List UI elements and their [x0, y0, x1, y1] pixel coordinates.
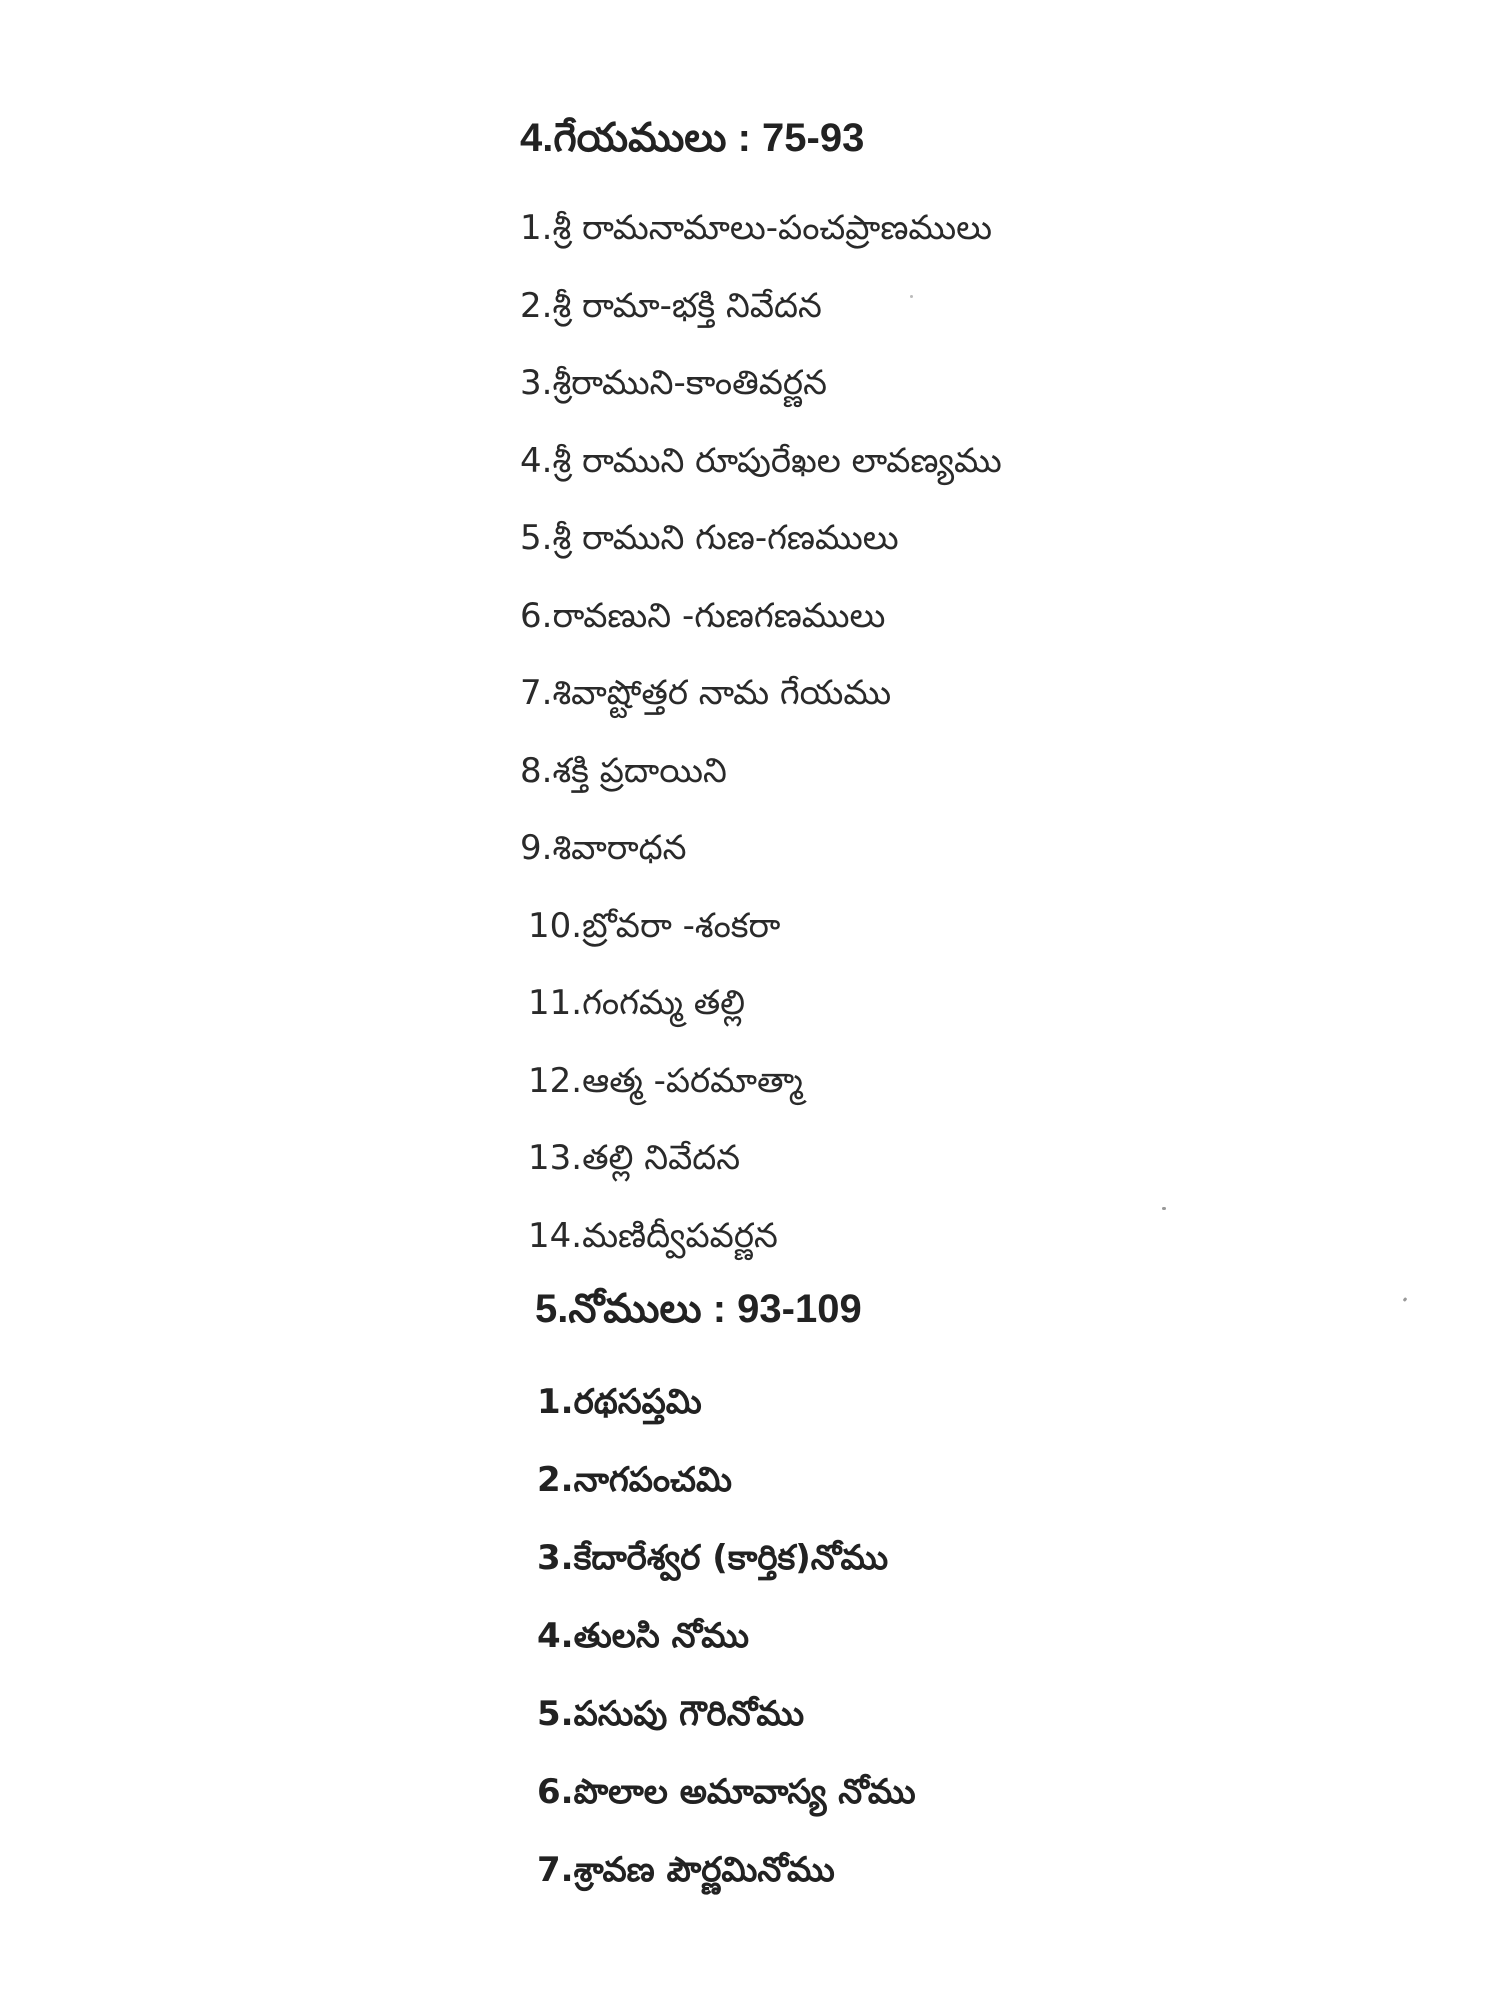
- section-heading: 4.గేయములు : 75-93: [520, 116, 865, 160]
- list-item: 7.శివాష్టోత్తర నామ గేయము: [520, 673, 892, 713]
- list-item: 3.శ్రీరాముని-కాంతివర్ణన: [520, 363, 827, 403]
- list-item: 5.పసుపు గౌరినోము: [537, 1694, 805, 1734]
- list-item: 10.బ్రోవరా -శంకరా: [528, 905, 781, 946]
- list-item: 1.రథసప్తమి: [537, 1382, 702, 1422]
- list-item: 6.పొలాల అమావాస్య నోము: [537, 1772, 916, 1812]
- list-item: 8.శక్తి ప్రదాయిని: [520, 750, 727, 791]
- list-item: 7.శ్రావణ పౌర్ణమినోము: [537, 1850, 835, 1890]
- list-item: 3.కేదారేశ్వర (కార్తిక)నోము: [537, 1538, 889, 1578]
- list-item: 6.రావణుని -గుణగణములు: [520, 595, 886, 636]
- list-item: 1.శ్రీ రామనామాలు-పంచప్రాణములు: [520, 208, 993, 248]
- list-item: 4.తులసి నోము: [537, 1616, 750, 1656]
- list-item: 13.తల్లి నివేదన: [528, 1138, 741, 1178]
- list-item: 2.నాగపంచమి: [537, 1460, 732, 1500]
- section-nomulu: [535, 1283, 1435, 1909]
- scan-speck: [910, 295, 913, 298]
- list-item: 4.శ్రీ రాముని రూపురేఖల లావణ్యము: [520, 440, 1002, 481]
- section-heading: 5.నోములు : 93-109: [535, 1287, 862, 1331]
- scan-speck: [1162, 1207, 1166, 1210]
- section-geyamulu: [520, 112, 1420, 1275]
- list-item: 12.ఆత్మ -పరమాత్మా: [528, 1060, 803, 1101]
- list-item: 11.గంగమ్మ తల్లి: [528, 983, 746, 1023]
- list-item: 14.మణిద్వీపవర్ణన: [528, 1215, 778, 1256]
- list-item: 5.శ్రీ రాముని గుణ-గణములు: [520, 518, 899, 558]
- list-item: 9.శివారాధన: [520, 828, 687, 868]
- list-item: 2.శ్రీ రామా-భక్తి నివేదన: [520, 285, 822, 326]
- item-list: [520, 190, 1420, 1275]
- item-list: [535, 1363, 1435, 1909]
